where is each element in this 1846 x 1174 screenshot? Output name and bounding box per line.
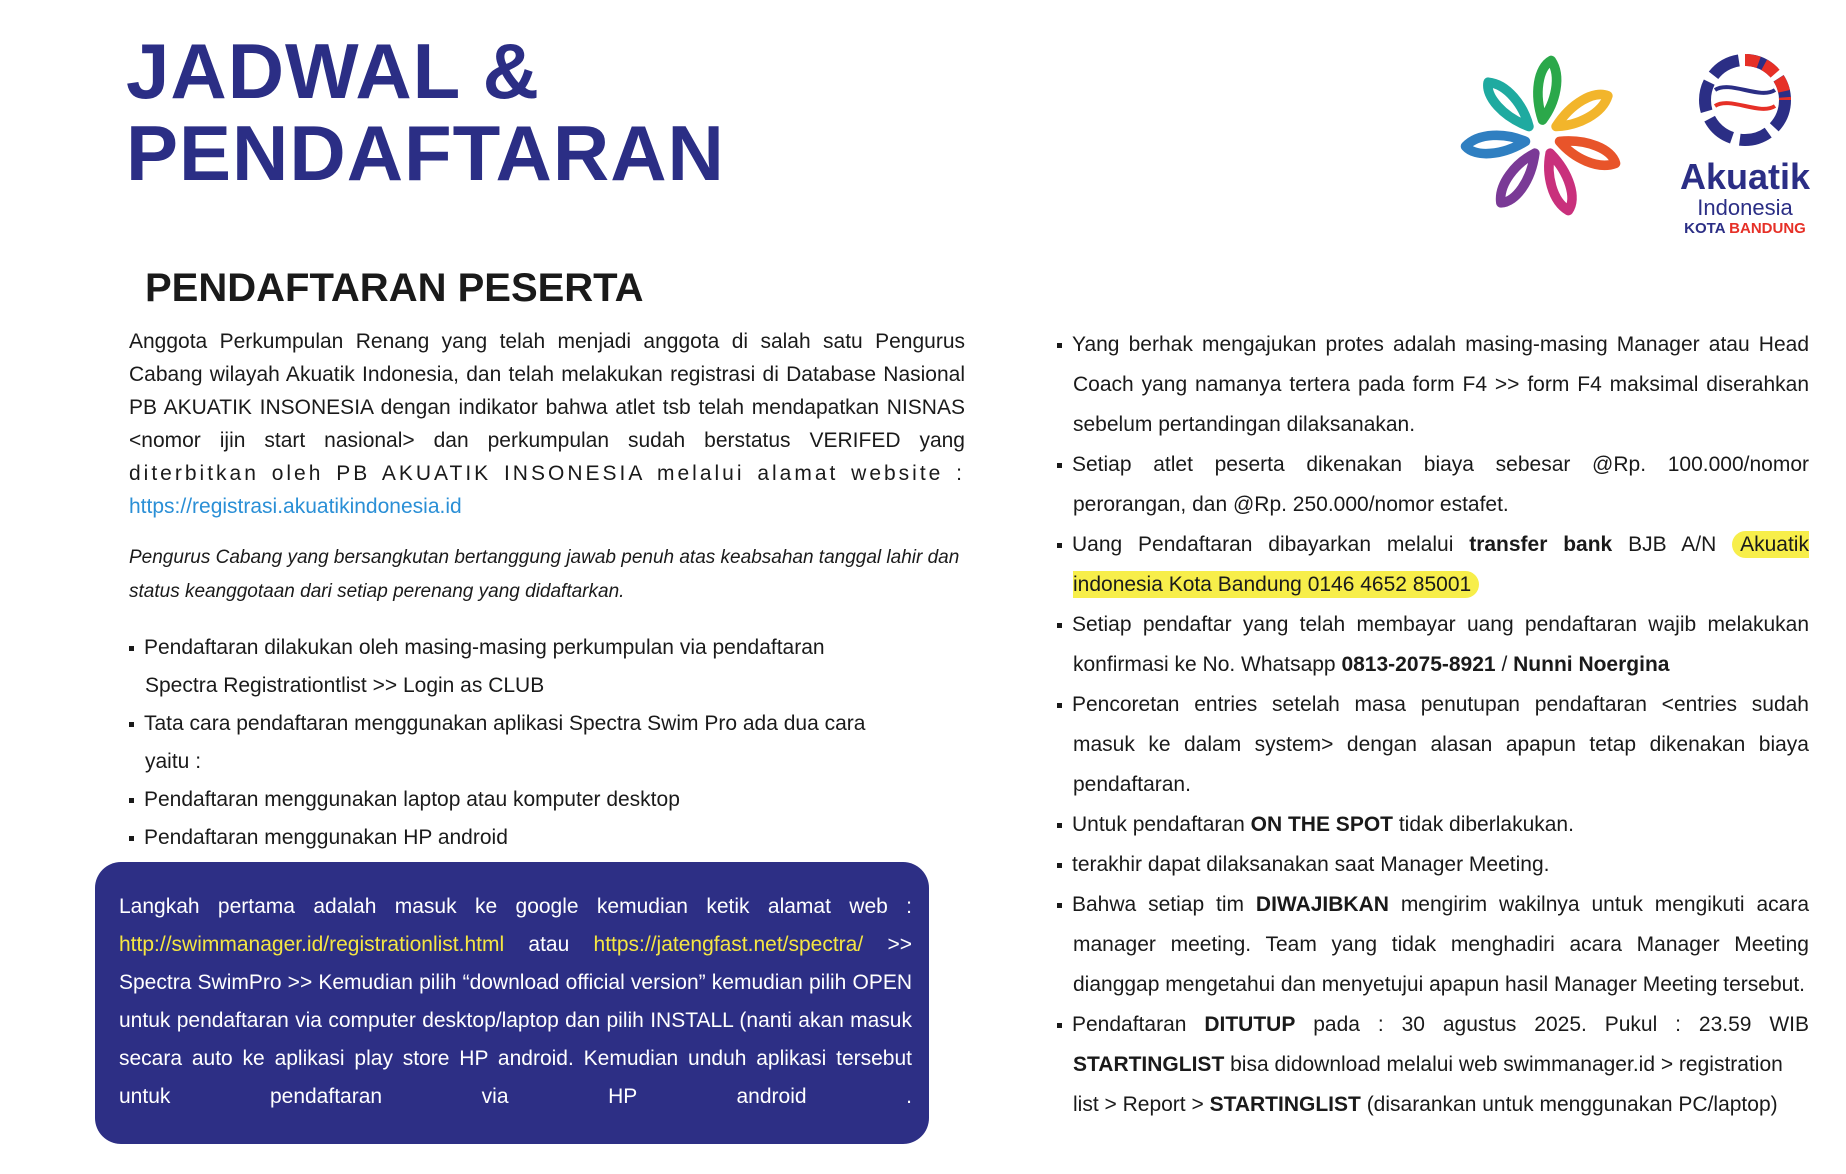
logo-name: Akuatik [1679, 156, 1811, 197]
instructions-text [119, 888, 912, 1116]
left-bullets [129, 629, 889, 857]
note-paragraph: Pengurus Cabang yang bersangkutan bertanggung jawab penuh atas keabsahan tanggal lahir dan status keanggotaan dari setiap perenang yang didaftarkan. [129, 547, 960, 602]
contact-name: Nunni Noergina [1513, 653, 1670, 676]
bullet-icon [1057, 343, 1062, 348]
onspot-text: Untuk pendaftaran [1072, 813, 1245, 836]
title-line-1: JADWAL & [126, 27, 540, 115]
list-item [1057, 845, 1809, 885]
bullet-icon [1057, 703, 1062, 708]
entries-text: Pencoretan entries setelah masa penutupan pendaftaran <entries sudah masuk ke dalam system> dengan alasan apapun tetap dikenakan biaya pendaftaran. [1072, 693, 1809, 796]
left-column [129, 325, 965, 857]
fee-text: Setiap atlet peserta dikenakan biaya sebesar @Rp. 100.000/nomor perorangan, dan @Rp. 250.000/nomor estafet. [1072, 453, 1809, 516]
startinglist-line [1057, 1045, 1809, 1125]
logo-city-bandung: BANDUNG [1729, 220, 1806, 237]
bullet-icon [1057, 823, 1062, 828]
ditutup-label: DITUTUP [1204, 1013, 1296, 1036]
bullet-icon [1057, 463, 1062, 468]
bullet-icon [1057, 1023, 1062, 1028]
intro-text: Anggota Perkumpulan Renang yang telah menjadi anggota di salah satu Pengurus Cabang wilayah Akuatik Indonesia, dan telah melakukan registrasi di Database Nasional PB AKUATIK INSONESIA dengan indikator bahwa atlet tsb telah mendapatkan NISNAS <nomor ijin start nasional> dan perkumpulan sudah berstatus VERIFED yang [129, 330, 965, 452]
logo-city-kota: KOTA [1684, 220, 1725, 237]
list-item [129, 629, 889, 705]
akuatik-ring-icon [1690, 45, 1800, 155]
right-bullets [1057, 325, 1809, 1005]
startinglist-text: bisa didownload melalui web swimmanager.id > registration list > Report > [1073, 1053, 1783, 1116]
separator: / [1501, 653, 1508, 676]
onspot-label: ON THE SPOT [1250, 813, 1393, 836]
registration-link[interactable]: https://registrasi.akuatikindonesia.id [129, 495, 462, 518]
closing-text: Pendaftaran [1072, 1013, 1187, 1036]
list-item [1057, 805, 1809, 845]
swimmanager-link[interactable]: http://swimmanager.id/registrationlist.html [119, 933, 505, 956]
closing-date: pada : 30 agustus 2025. Pukul : 23.59 WIB [1313, 1013, 1809, 1036]
instructions-intro: Langkah pertama adalah masuk ke google kemudian ketik alamat web : [119, 895, 912, 918]
list-item [129, 819, 889, 857]
confirm-text: Setiap pendaftar yang telah membayar uang pendaftaran wajib melakukan konfirmasi ke No. Whatsapp [1072, 613, 1809, 676]
instructions-atau: atau [528, 933, 570, 956]
list-item [1057, 885, 1809, 1005]
right-column [1057, 325, 1809, 1125]
logos [1440, 45, 1840, 245]
bullet-icon [1057, 903, 1062, 908]
title-line-2: PENDAFTARAN [126, 109, 725, 197]
transfer-bank-label: transfer bank [1469, 533, 1613, 556]
list-item-text: Pendaftaran dilakukan oleh masing-masing perkumpulan via pendaftaran Spectra Registrationtlist >> Login as CLUB [144, 636, 825, 697]
akuatik-indonesia-logo [1660, 45, 1830, 245]
list-item [129, 705, 889, 781]
logo-city [1660, 220, 1830, 238]
protest-text: Yang berhak mengajukan protes adalah masing-masing Manager atau Head Coach yang namanya tertera pada form F4 >> form F4 maksimal diserahkan sebelum pertandingan dilaksanakan. [1072, 333, 1809, 436]
bank-account-highlight: Akuatik indonesia Kota Bandung 0146 4652 85001 [1073, 533, 1809, 596]
instructions-box [95, 862, 929, 1144]
bank-name: BJB A/N [1628, 533, 1717, 556]
intro-paragraph [129, 325, 965, 523]
startinglist-label: STARTINGLIST [1073, 1053, 1225, 1076]
list-item-text: Pendaftaran menggunakan HP android [144, 826, 508, 849]
list-item [1057, 445, 1809, 525]
list-item [1057, 325, 1809, 445]
list-item [1057, 605, 1809, 685]
meeting-text: terakhir dapat dilaksanakan saat Manager Meeting. [1072, 853, 1550, 876]
bullet-icon [129, 798, 134, 803]
startinglist-label-2: STARTINGLIST [1209, 1093, 1361, 1116]
instructions-rest: >> Spectra SwimPro >> Kemudian pilih “download official version” kemudian pilih OPEN untuk pendaftaran via computer desktop/laptop dan pilih INSTALL (nanti akan masuk secara auto ke aplikasi play store HP android. Kemudian unduh aplikasi tersebut untuk pendaftaran via HP android [119, 933, 912, 1108]
list-item-text: Pendaftaran menggunakan laptop atau komputer desktop [144, 788, 680, 811]
bullet-icon [1057, 863, 1062, 868]
bullet-icon [1057, 543, 1062, 548]
intro-text-spaced: diterbitkan oleh PB AKUATIK INSONESIA melalui alamat website : [129, 462, 965, 485]
list-item [1057, 685, 1809, 805]
bullet-icon [129, 646, 134, 651]
star-flower-logo-icon [1455, 50, 1630, 225]
section-title: PENDAFTARAN PESERTA [145, 266, 644, 310]
instructions-dot: . [906, 1085, 913, 1108]
closing-line [1057, 1005, 1809, 1045]
bullet-icon [129, 836, 134, 841]
team-text: Bahwa setiap tim [1072, 893, 1245, 916]
whatsapp-number: 0813-2075-8921 [1341, 653, 1496, 676]
list-item [1057, 525, 1809, 605]
list-item-text: Tata cara pendaftaran menggunakan aplikasi Spectra Swim Pro ada dua cara yaitu : [144, 712, 866, 773]
team-text-end: mengirim wakilnya untuk mengikuti acara manager meeting. Team yang tidak menghadiri acara Manager Meeting dianggap mengetahui dan menyetujui apapun hasil Manager Meeting tersebut. [1073, 893, 1809, 996]
startinglist-note: (disarankan untuk menggunakan PC/laptop) [1366, 1093, 1778, 1116]
diwajibkan-label: DIWAJIBKAN [1255, 893, 1389, 916]
jatengfast-link[interactable]: https://jatengfast.net/spectra/ [593, 933, 864, 956]
list-item [129, 781, 889, 819]
page-title [126, 27, 725, 197]
bullet-icon [1057, 623, 1062, 628]
bullet-icon [129, 722, 134, 727]
payment-text: Uang Pendaftaran dibayarkan melalui [1072, 533, 1454, 556]
onspot-text-end: tidak diberlakukan. [1398, 813, 1574, 836]
logo-country: Indonesia [1697, 195, 1793, 220]
